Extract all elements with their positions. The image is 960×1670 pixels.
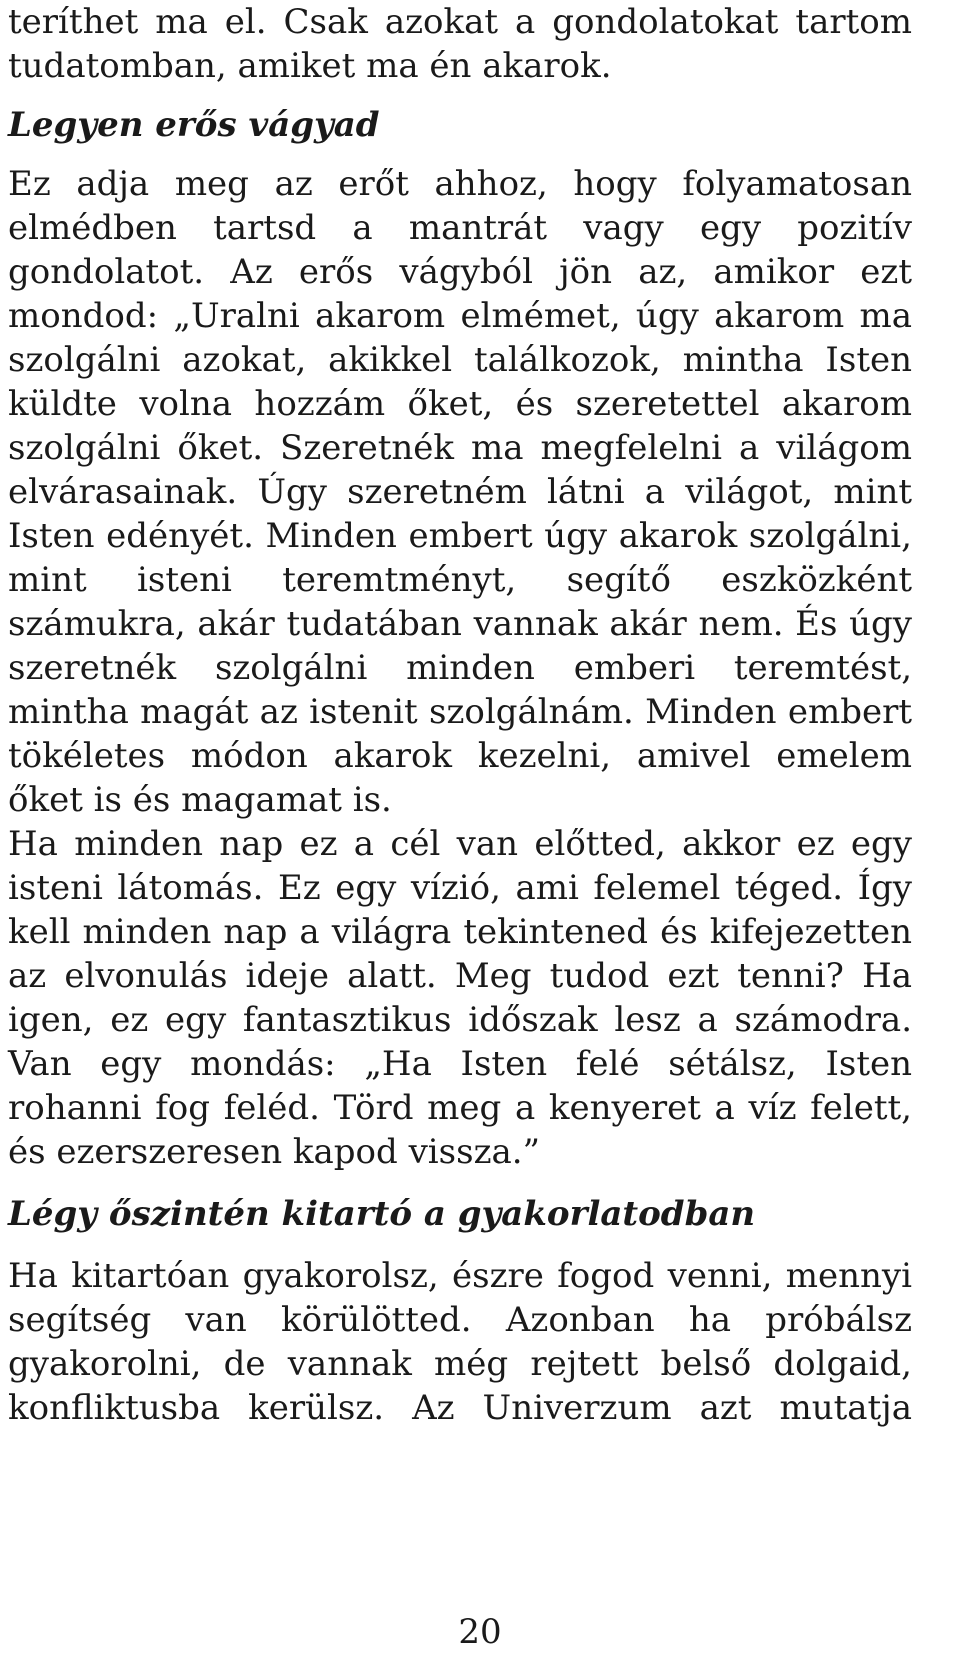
section-heading-persistent-practice: Légy őszintén kitartó a gyakorlatodban — [8, 1194, 756, 1234]
section1-paragraph-2: Ha minden nap ez a cél van előtted, akkor ez egy isteni látomás. Ez egy vízió, ami felemel téged. Így kell minden nap a világra tekintened és kifejezetten az elvonulás ideje alatt. Meg tudod ezt tenni? Ha igen, ez egy fantasztikus időszak lesz a számodra. Van egy mondás: „Ha Isten felé sétálsz, Isten rohanni fog feléd. Törd meg a kenyeret a víz felett, és ezerszeresen kapod vissza.” — [8, 824, 912, 1172]
opening-paragraph: teríthet ma el. Csak azokat a gondolatokat tartom tudatomban, amiket ma én akarok. — [8, 2, 912, 86]
document-page — [8, 0, 912, 1430]
page-number: 20 — [458, 1612, 502, 1652]
section1-paragraph-1: Ez adja meg az erőt ahhoz, hogy folyamatosan elmédben tartsd a mantrát vagy egy pozitív gondolatot. Az erős vágyból jön az, amikor ezt mondod: „Uralni akarom elmémet, úgy akarom ma szolgálni azokat, akikkel találkozok, mintha Isten küldte volna hozzám őket, és szeretettel akarom szolgálni őket. Szeretnék ma megfelelni a világom elvárasainak. Úgy szeretném látni a világot, mint Isten edényét. Minden embert úgy akarok szolgálni, mint isteni teremtményt, segítő eszközként számukra, akár tudatában vannak akár nem. És úgy szeretnék szolgálni minden emberi teremtést, mintha magát az istenit szolgálnám. Minden embert tökéletes módon akarok kezelni, amivel emelem őket is és magamat is. — [8, 164, 912, 820]
section-heading-strong-desire: Legyen erős vágyad — [8, 105, 380, 145]
section2-paragraph-1: Ha kitartóan gyakorolsz, észre fogod venni, mennyi segítség van körülötted. Azonban ha próbálsz gyakorolni, de vannak még rejtett belső dolgaid, konfliktusba kerülsz. Az Univerzum azt mutatja — [8, 1256, 912, 1428]
